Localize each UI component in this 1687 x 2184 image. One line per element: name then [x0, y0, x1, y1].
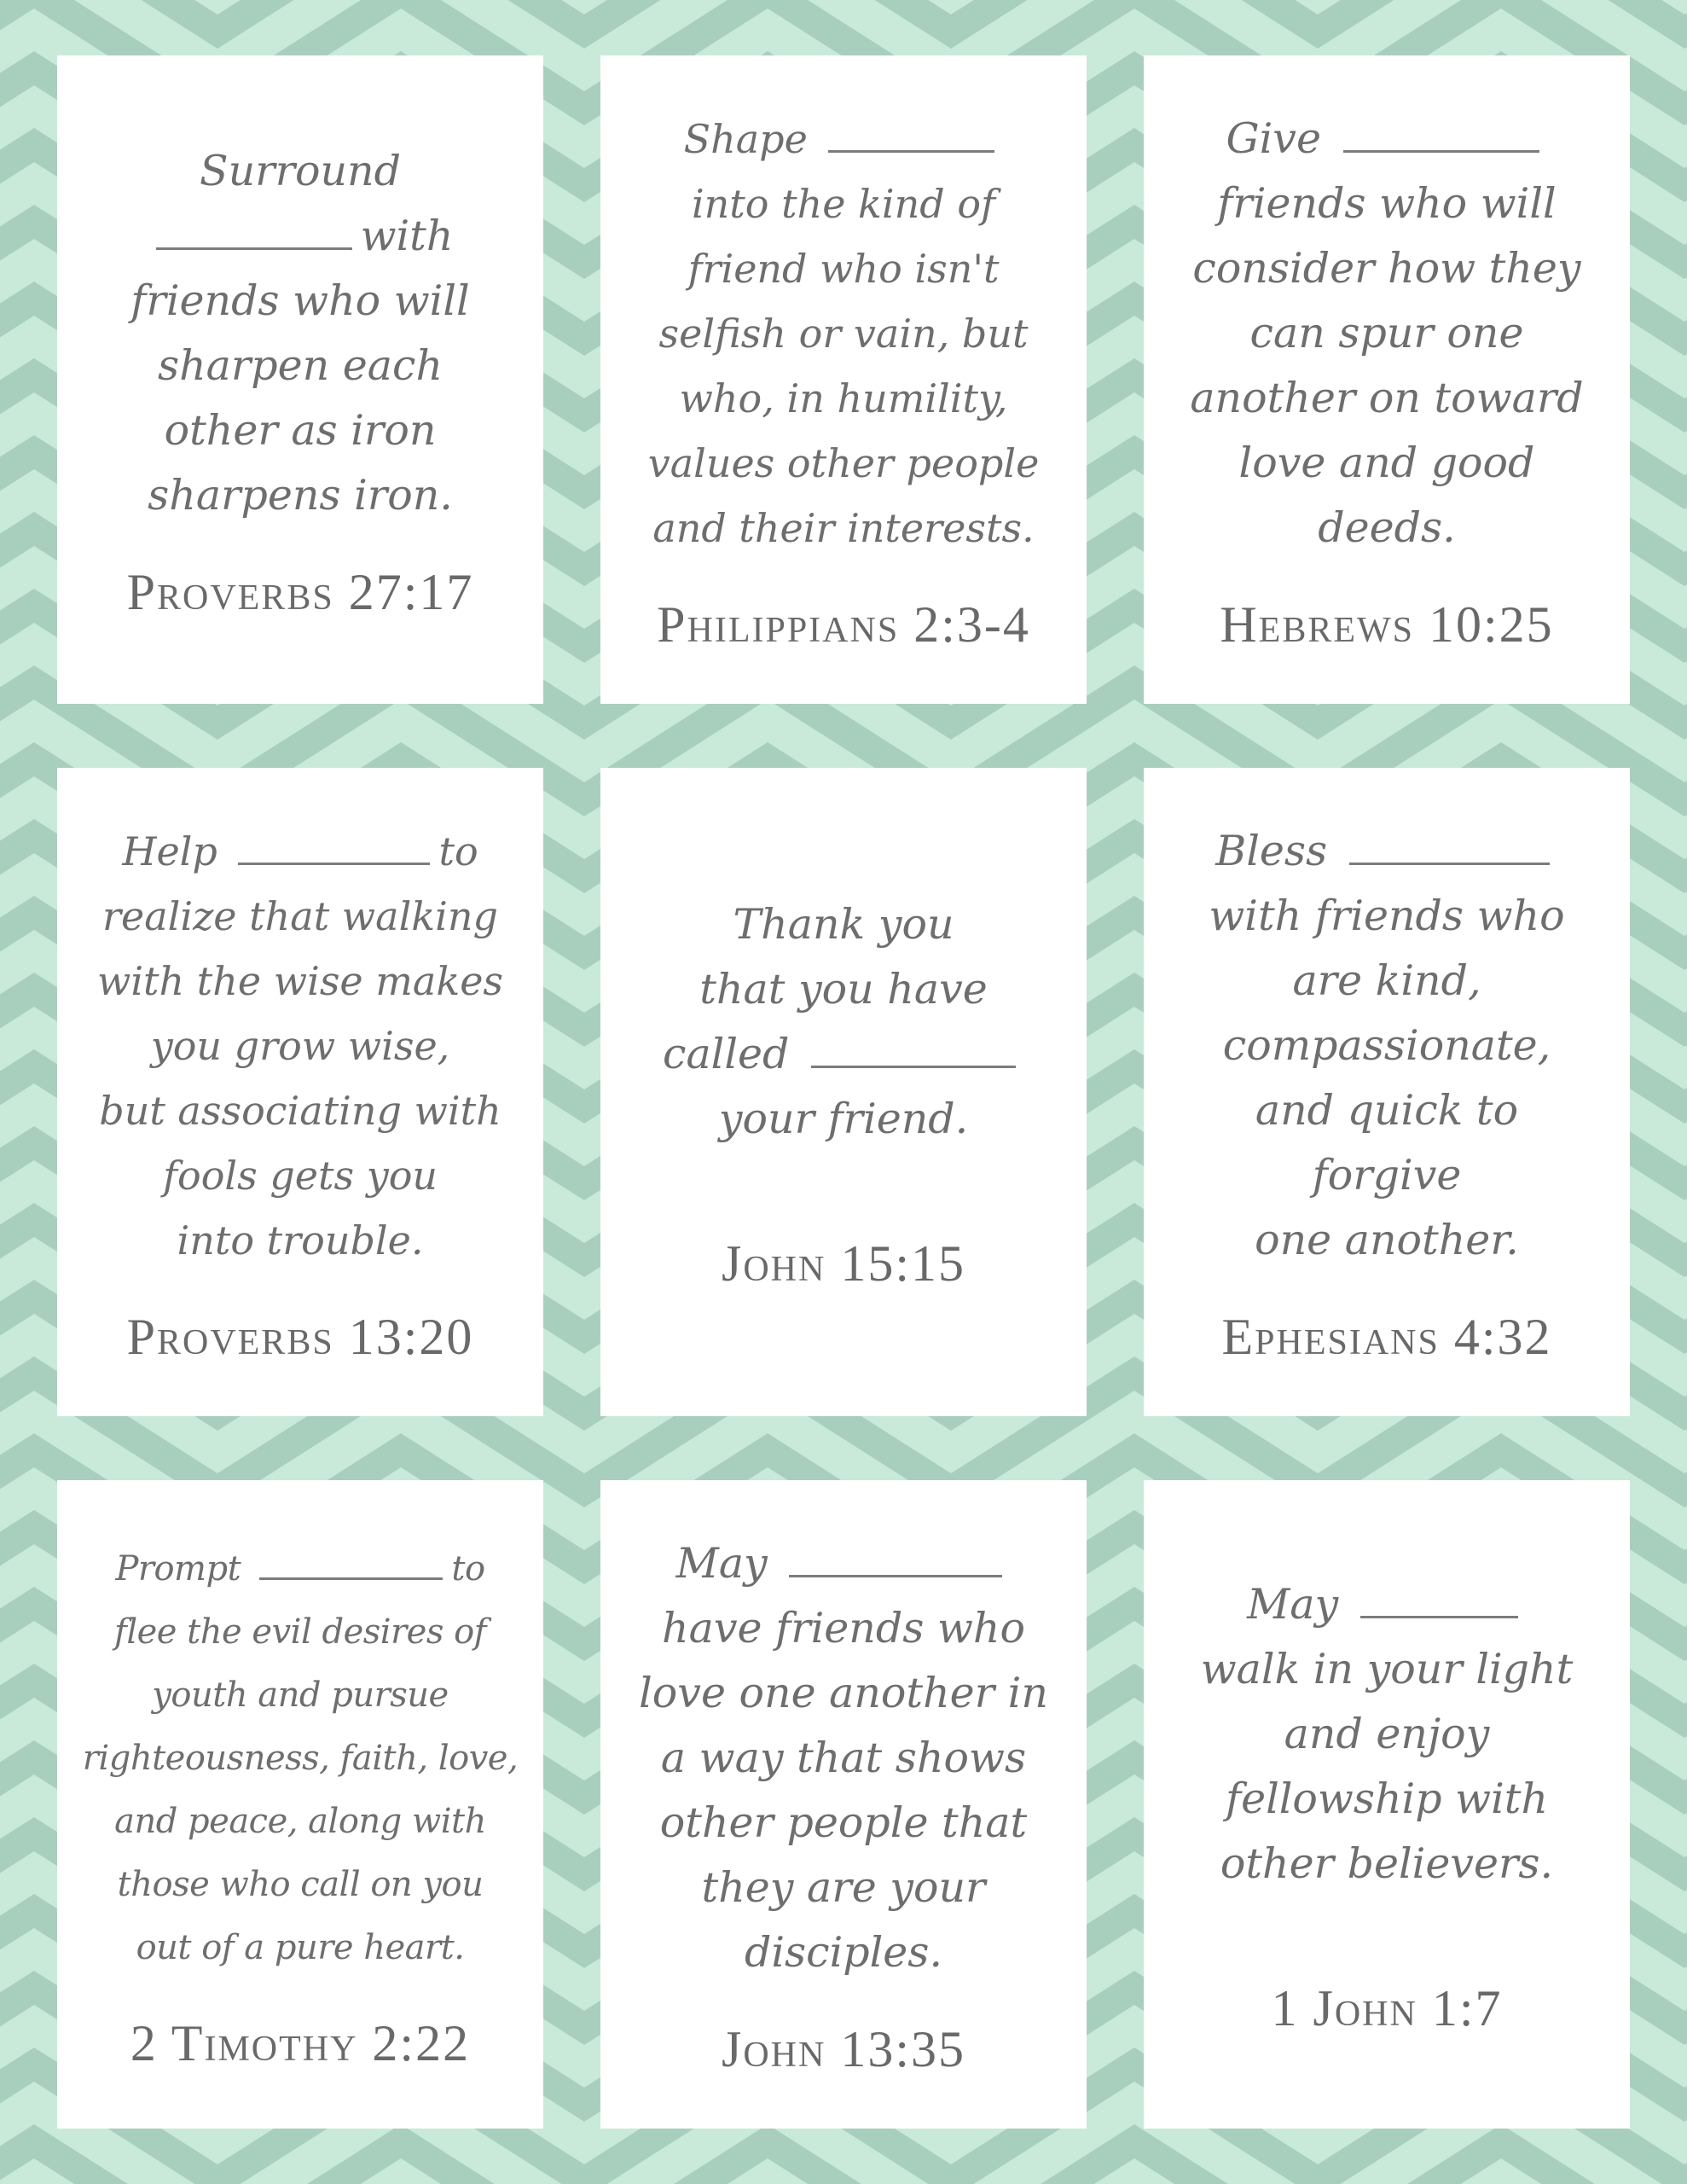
verse-segment: Give — [1226, 114, 1321, 163]
verse-line — [71, 949, 530, 1014]
verse-line — [1157, 1143, 1616, 1208]
verse-line — [614, 1596, 1073, 1661]
verse-line — [71, 884, 530, 949]
verse-line — [614, 1726, 1073, 1791]
verse-segment: other as iron — [164, 406, 437, 455]
verse-segment: another on toward — [1190, 374, 1584, 422]
verse-segment: selfish or vain, but — [658, 311, 1029, 357]
verse-segment: May — [1247, 1580, 1339, 1629]
verse-line — [71, 1916, 530, 1979]
verse-segment: other people that — [659, 1798, 1028, 1847]
verse-segment: who, in humility, — [679, 375, 1008, 421]
verse-line — [71, 269, 530, 334]
verse-line — [71, 1853, 530, 1916]
verse-line — [71, 204, 530, 269]
verse-segment: Prompt — [115, 1549, 241, 1589]
verse-line — [1157, 301, 1616, 366]
verse-segment: with friends who — [1209, 892, 1565, 940]
verse-card — [600, 768, 1087, 1416]
verse-line — [614, 171, 1073, 236]
verse-text — [1157, 819, 1616, 1273]
verse-line — [1157, 366, 1616, 431]
verse-segment: to — [438, 828, 478, 874]
verse-line — [614, 431, 1073, 496]
verse-line — [614, 892, 1073, 957]
verse-segment: other believers. — [1220, 1839, 1554, 1888]
verse-segment: consider how they — [1192, 244, 1581, 293]
verse-segment: values other people — [647, 440, 1040, 486]
verse-text — [1157, 107, 1616, 561]
verse-reference: Proverbs 27:17 — [126, 564, 474, 620]
verse-segment: love and good — [1238, 439, 1535, 487]
verse-segment: love one another in — [639, 1669, 1048, 1717]
verse-segment: Shape — [683, 116, 808, 162]
verse-line — [71, 334, 530, 398]
verse-reference: John 15:15 — [721, 1235, 965, 1292]
verse-line — [71, 1143, 530, 1208]
verse-segment: Bless — [1215, 827, 1328, 875]
verse-segment: fellowship with — [1225, 1774, 1549, 1823]
verse-card — [57, 55, 543, 704]
verse-line — [71, 1600, 530, 1664]
verse-line — [1157, 236, 1616, 301]
verse-line — [71, 1790, 530, 1853]
verse-line — [614, 301, 1073, 366]
verse-text — [1157, 1572, 1616, 1896]
verse-segment: Thank you — [733, 900, 954, 949]
verse-segment: fools gets you — [162, 1153, 438, 1199]
verse-line — [71, 1727, 530, 1790]
verse-line — [71, 819, 530, 884]
verse-segment: they are your — [701, 1863, 986, 1912]
verse-segment: Help — [122, 828, 217, 874]
verse-segment: righteousness, faith, love, — [82, 1739, 519, 1778]
verse-segment: and enjoy — [1284, 1710, 1490, 1758]
verse-line — [1157, 819, 1616, 884]
verse-line — [71, 398, 530, 463]
verse-segment: compassionate, — [1222, 1021, 1551, 1070]
verse-card — [1144, 1480, 1630, 2129]
verse-line — [1157, 1702, 1616, 1767]
verse-segment: called — [663, 1030, 790, 1078]
verse-text — [71, 1537, 530, 1979]
verse-line — [614, 1791, 1073, 1856]
fill-in-blank — [1343, 148, 1539, 153]
verse-line — [1157, 884, 1616, 949]
verse-line — [614, 1087, 1073, 1152]
verse-line — [71, 1078, 530, 1143]
fill-in-blank — [238, 860, 430, 865]
fill-in-blank — [789, 1572, 1002, 1577]
verse-segment: are kind, — [1292, 956, 1481, 1005]
verse-line — [614, 366, 1073, 431]
verse-segment: deeds. — [1318, 503, 1456, 552]
verse-text — [614, 1531, 1073, 1985]
verse-line — [614, 236, 1073, 301]
verse-segment: with — [360, 212, 454, 260]
verse-segment: Surround — [200, 147, 401, 195]
verse-line — [1157, 1637, 1616, 1702]
verse-text — [614, 107, 1073, 561]
verse-line — [614, 1856, 1073, 1920]
verse-reference: John 13:35 — [721, 2021, 965, 2077]
verse-segment: a way that shows — [660, 1734, 1027, 1782]
verse-segment: friends who will — [1217, 179, 1557, 228]
verse-line — [71, 1208, 530, 1273]
verse-segment: you grow wise, — [150, 1023, 450, 1069]
verse-line — [1157, 1078, 1616, 1143]
verse-segment: but associating with — [99, 1088, 501, 1134]
verse-card — [1144, 55, 1630, 704]
verse-segment: sharpen each — [157, 341, 443, 390]
verse-line — [1157, 1208, 1616, 1273]
verse-line — [614, 1661, 1073, 1726]
verse-segment: and quick to — [1255, 1086, 1519, 1135]
verse-line — [1157, 949, 1616, 1014]
verse-segment: out of a pure heart. — [136, 1928, 465, 1967]
verse-segment: flee the evil desires of — [114, 1612, 486, 1652]
verse-line — [71, 1664, 530, 1727]
verse-card — [600, 1480, 1087, 2129]
verse-line — [71, 1014, 530, 1078]
verse-line — [614, 496, 1073, 561]
verse-card — [600, 55, 1087, 704]
verse-line — [614, 1920, 1073, 1985]
verse-segment: disciples. — [744, 1928, 943, 1977]
verse-segment: into the kind of — [691, 181, 996, 227]
verse-reference: Hebrews 10:25 — [1220, 596, 1554, 653]
verse-line — [614, 957, 1073, 1022]
verse-card — [57, 768, 543, 1416]
verse-line — [1157, 171, 1616, 236]
verse-text — [614, 892, 1073, 1152]
verse-text — [71, 139, 530, 528]
verse-line — [1157, 1832, 1616, 1896]
verse-segment: with the wise makes — [96, 958, 504, 1004]
verse-segment: one another. — [1255, 1216, 1519, 1264]
verse-card — [57, 1480, 543, 2129]
verse-reference: 1 John 1:7 — [1271, 1980, 1503, 2036]
verse-line — [1157, 1014, 1616, 1078]
verse-line — [614, 1531, 1073, 1596]
verse-segment: can spur one — [1249, 309, 1524, 357]
verse-line — [1157, 431, 1616, 496]
verse-line — [614, 1022, 1073, 1087]
verse-line — [1157, 107, 1616, 171]
verse-segment: your friend. — [718, 1095, 969, 1143]
fill-in-blank — [1349, 860, 1550, 865]
fill-in-blank — [156, 245, 352, 250]
verse-segment: forgive — [1312, 1151, 1462, 1199]
fill-in-blank — [259, 1575, 443, 1580]
verse-segment: friend who isn't — [687, 246, 1000, 292]
verse-text — [71, 819, 530, 1273]
verse-segment: sharpens iron. — [148, 471, 453, 520]
verse-segment: that you have — [699, 965, 988, 1014]
verse-segment: to — [451, 1549, 485, 1589]
verse-reference: Ephesians 4:32 — [1221, 1309, 1552, 1365]
verse-line — [614, 107, 1073, 171]
verse-card — [1144, 768, 1630, 1416]
fill-in-blank — [811, 1063, 1016, 1068]
verse-segment: May — [675, 1539, 768, 1588]
verse-line — [1157, 496, 1616, 561]
fill-in-blank — [1360, 1613, 1518, 1618]
verse-segment: and their interests. — [652, 505, 1035, 551]
verse-segment: those who call on you — [117, 1865, 484, 1904]
verse-segment: friends who will — [130, 276, 470, 325]
verse-reference: 2 Timothy 2:22 — [130, 2015, 471, 2071]
verse-line — [71, 1537, 530, 1600]
verse-line — [71, 463, 530, 528]
verse-reference: Proverbs 13:20 — [126, 1309, 474, 1365]
verse-segment: have friends who — [662, 1604, 1025, 1653]
verse-segment: into trouble. — [177, 1217, 424, 1263]
verse-segment: realize that walking — [102, 893, 498, 939]
fill-in-blank — [828, 148, 994, 153]
verse-segment: youth and pursue — [152, 1676, 449, 1715]
verse-line — [1157, 1572, 1616, 1637]
verse-line — [1157, 1767, 1616, 1832]
verse-line — [71, 139, 530, 204]
verse-segment: and peace, along with — [114, 1802, 486, 1841]
verse-reference: Philippians 2:3-4 — [657, 596, 1030, 653]
verse-segment: walk in your light — [1200, 1645, 1574, 1693]
